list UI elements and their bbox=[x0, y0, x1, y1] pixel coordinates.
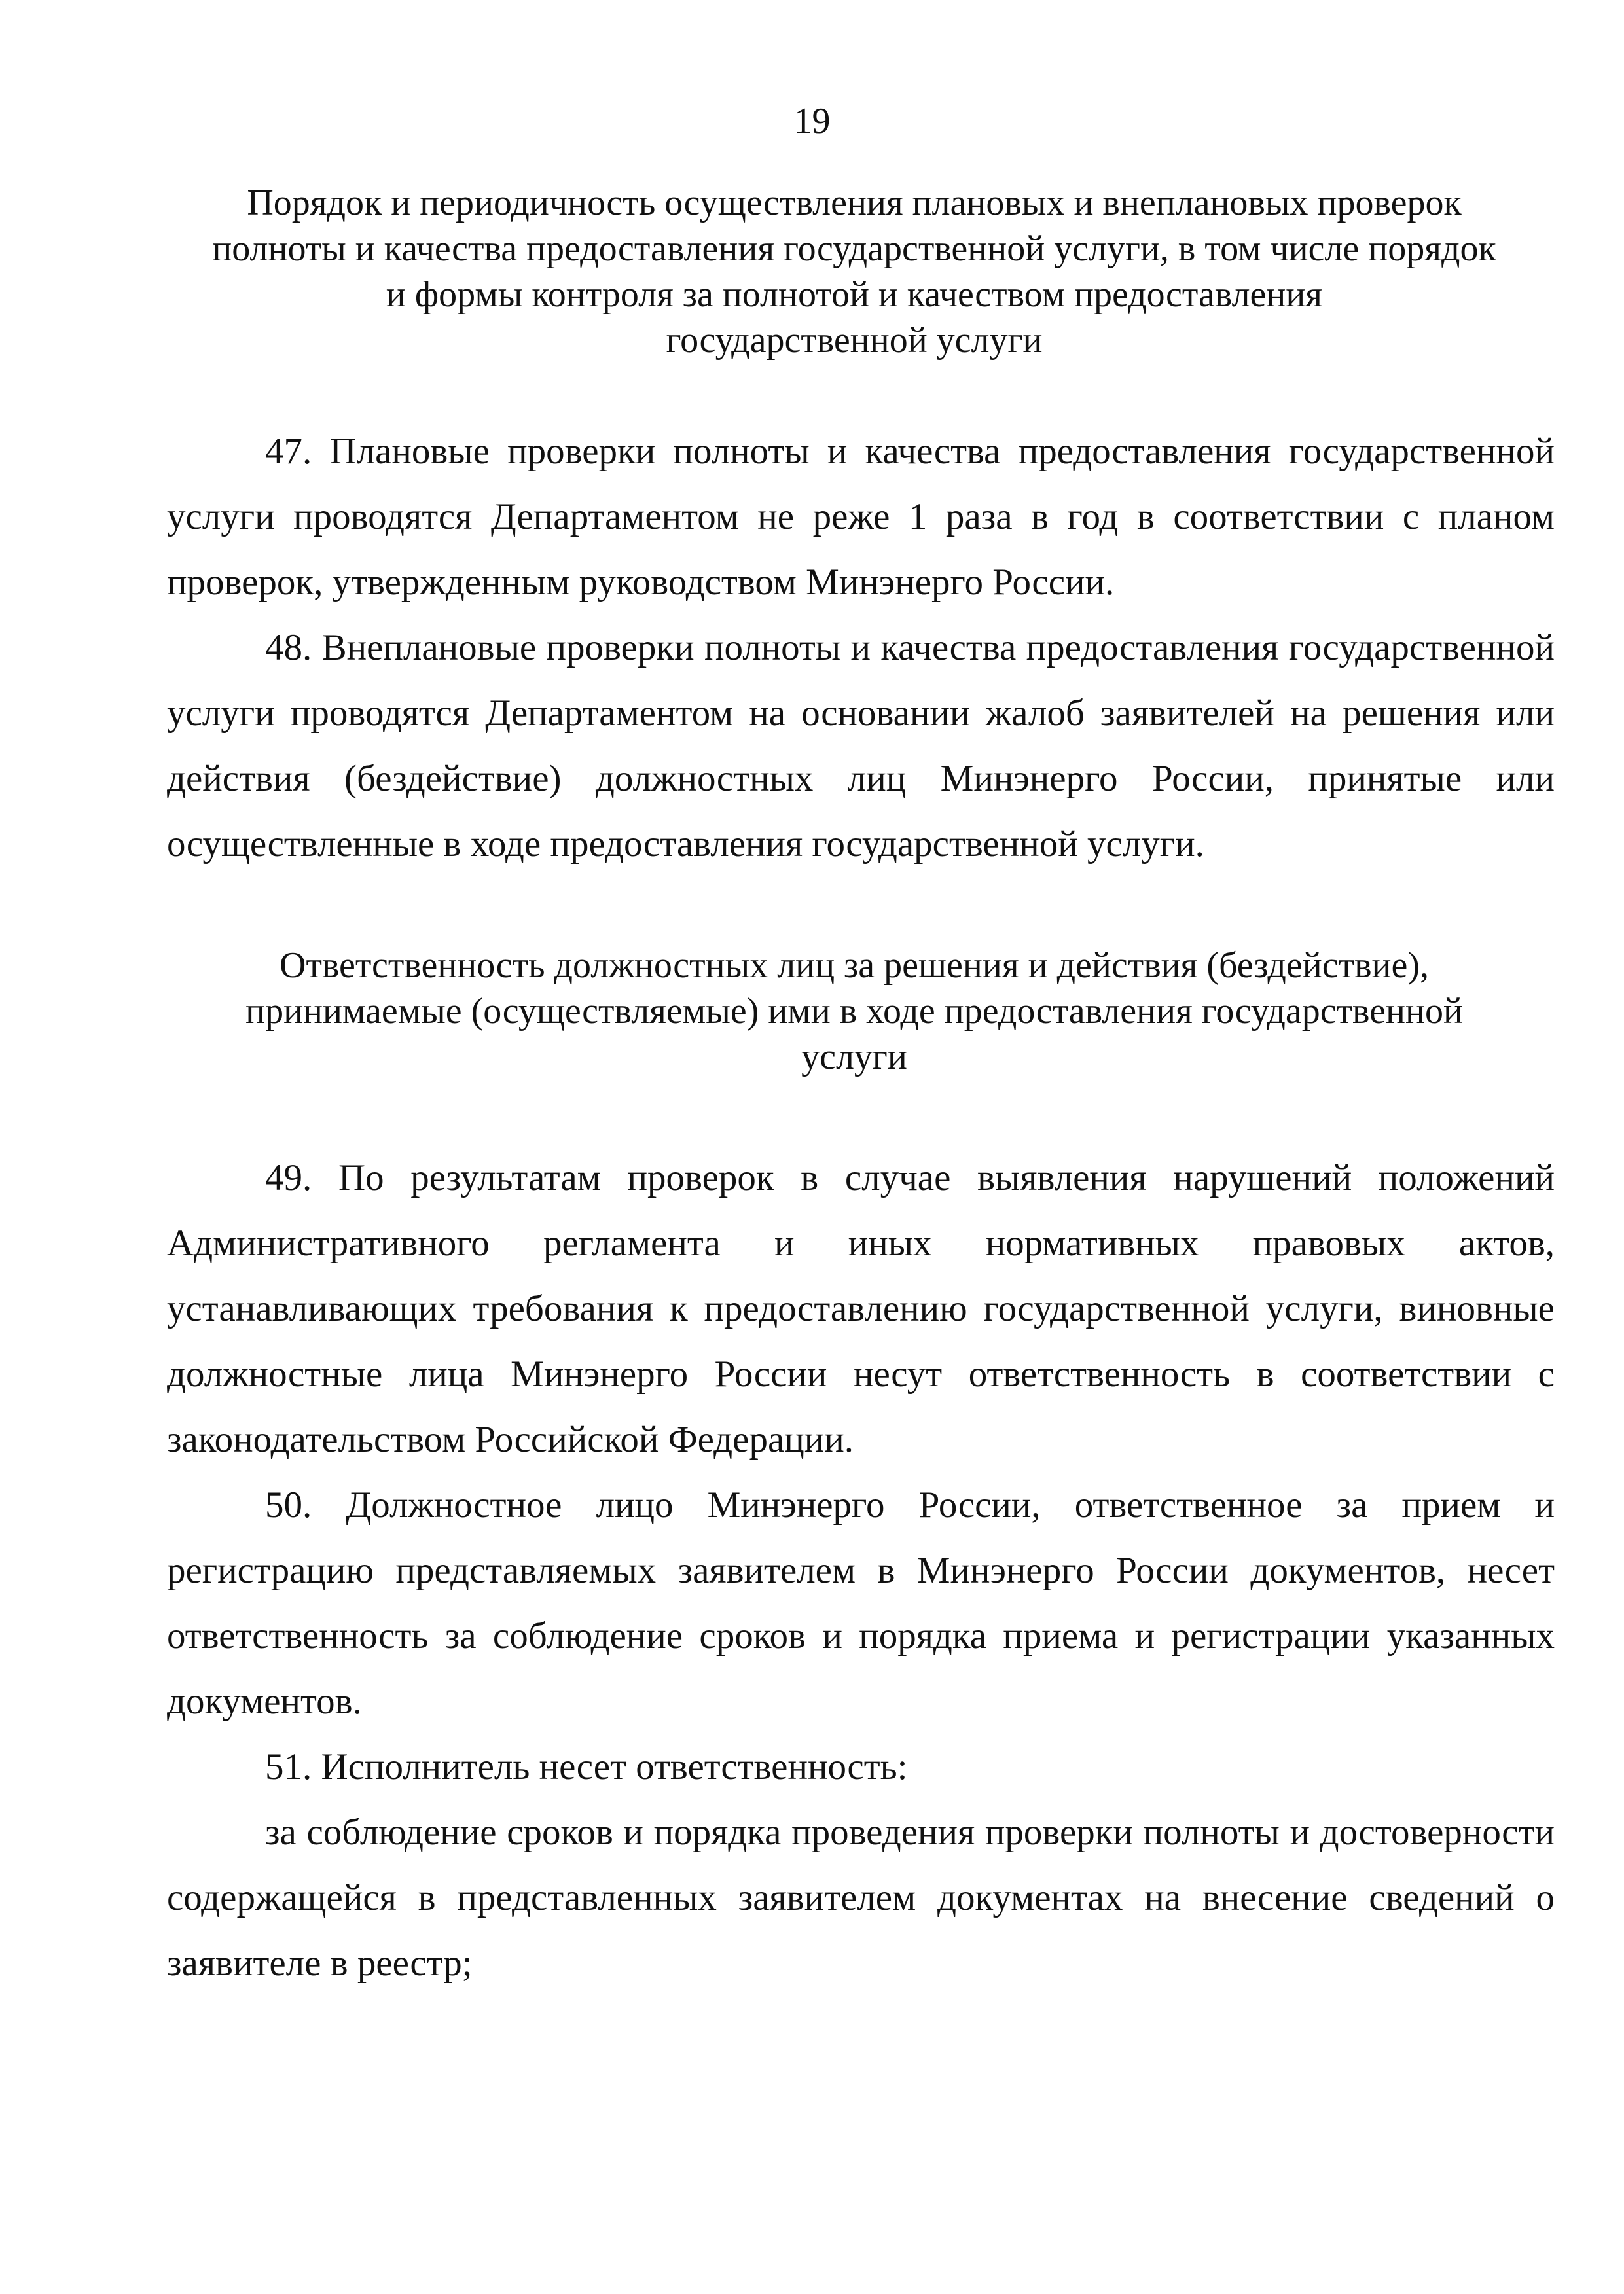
heading-line: Порядок и периодичность осуществления плановых и внеплановых проверок bbox=[247, 183, 1462, 223]
paragraph-47: 47. Плановые проверки полноты и качества предоставления государственной услуги проводятся Департаментом не реже 1 раза в год в соответствии с планом проверок, утвержденным руководством Минэнерго России. bbox=[167, 431, 1555, 603]
heading-line: государственной услуги bbox=[666, 320, 1043, 361]
paragraph-51-item: за соблюдение сроков и порядка проведения проверки полноты и достоверности содержащейся в представленных заявителем документах на внесение сведений о заявителе в реестр; bbox=[167, 1812, 1555, 1984]
section-heading-responsibility bbox=[151, 942, 1558, 1080]
paragraph-48: 48. Внеплановые проверки полноты и качества предоставления государственной услуги проводятся Департаментом на основании жалоб заявителей на решения или действия (бездействие) должностных лиц Минэнерго России, принятые или осуществленные в ходе предоставления государственной услуги. bbox=[167, 627, 1555, 865]
paragraph-51: 51. Исполнитель несет ответственность: bbox=[265, 1746, 908, 1787]
heading-line: услуги bbox=[801, 1037, 907, 1077]
paragraph-50: 50. Должностное лицо Минэнерго России, ответственное за прием и регистрацию представляемых заявителем в Минэнерго России документов, несет ответственность за соблюдение сроков и порядка приема и регистрации указанных документов. bbox=[167, 1484, 1555, 1722]
paragraph-49: 49. По результатам проверок в случае выявления нарушений положений Административного регламента и иных нормативных правовых актов, устанавливающих требования к предоставлению государственной услуги, виновные должностные лица Минэнерго России несут ответственность в соответствии с законодательством Российской Федерации. bbox=[167, 1157, 1555, 1460]
heading-line: полноты и качества предоставления государственной услуги, в том числе порядок bbox=[212, 228, 1496, 269]
heading-line: принимаемые (осуществляемые) ими в ходе предоставления государственной bbox=[245, 991, 1463, 1031]
heading-line: и формы контроля за полнотой и качеством предоставления bbox=[386, 274, 1323, 315]
heading-line: Ответственность должностных лиц за решения и действия (бездействие), bbox=[280, 945, 1429, 986]
section-heading-inspections bbox=[151, 180, 1558, 363]
page-number: 19 bbox=[793, 101, 831, 141]
